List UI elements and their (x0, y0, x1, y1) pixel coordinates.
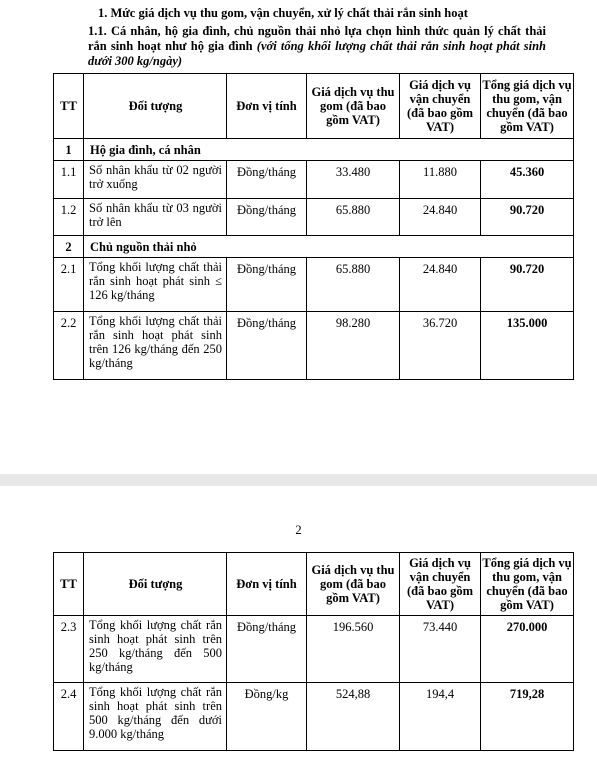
row-transport-price: 24.840 (400, 258, 481, 312)
table-header-row (54, 74, 574, 139)
row-collect-price: 65.880 (307, 258, 400, 312)
table-row (54, 683, 574, 751)
subsection-heading (88, 24, 546, 69)
row-collect-price: 33.480 (307, 161, 400, 199)
col-header-object: Đối tượng (84, 74, 227, 139)
col-header-total: Tổng giá dịch vụ thu gom, vận chuyển (đã bao gồm VAT) (481, 74, 574, 139)
table-row (54, 616, 574, 683)
price-table-2 (53, 552, 574, 751)
section-row (54, 139, 574, 161)
row-object: Tổng khối lượng chất rắn sinh hoạt phát sinh trên 250 kg/tháng đến 500 kg/tháng (84, 616, 227, 683)
col-header-transport: Giá dịch vụ vận chuyển (đã bao gồm VAT) (400, 74, 481, 139)
row-object: Tổng khối lượng chất thải rắn sinh hoạt phát sinh ≤ 126 kg/tháng (84, 258, 227, 312)
col-header-tt: TT (54, 74, 84, 139)
col-header-unit: Đơn vị tính (227, 74, 307, 139)
row-unit: Đồng/tháng (227, 312, 307, 380)
row-collect-price: 65.880 (307, 199, 400, 236)
section-number: 2 (54, 236, 84, 258)
row-number: 1.2 (54, 199, 84, 236)
table-header-row (54, 553, 574, 616)
row-transport-price: 11.880 (400, 161, 481, 199)
col-header-object: Đối tượng (84, 553, 227, 616)
row-total-price: 135.000 (481, 312, 574, 380)
row-transport-price: 73.440 (400, 616, 481, 683)
row-number: 2.4 (54, 683, 84, 751)
subsection-heading-text: 1.1. Cá nhân, hộ gia đình, chủ nguồn thải nhỏ lựa chọn hình thức quản lý chất thải rắn sinh hoạt như hộ gia đình (88, 24, 546, 53)
row-total-price: 270.000 (481, 616, 574, 683)
row-transport-price: 36.720 (400, 312, 481, 380)
row-unit: Đồng/tháng (227, 199, 307, 236)
page-separator (0, 474, 597, 486)
row-unit: Đồng/kg (227, 683, 307, 751)
row-number: 2.3 (54, 616, 84, 683)
col-header-unit: Đơn vị tính (227, 553, 307, 616)
row-unit: Đồng/tháng (227, 616, 307, 683)
row-total-price: 719,28 (481, 683, 574, 751)
row-transport-price: 194,4 (400, 683, 481, 751)
table-row (54, 258, 574, 312)
table-row (54, 199, 574, 236)
row-object: Số nhân khẩu từ 02 người trở xuống (84, 161, 227, 199)
row-transport-price: 24.840 (400, 199, 481, 236)
section-heading: 1. Mức giá dịch vụ thu gom, vận chuyển, xử lý chất thải rắn sinh hoạt (98, 6, 468, 20)
row-number: 2.2 (54, 312, 84, 380)
row-unit: Đồng/tháng (227, 161, 307, 199)
row-total-price: 45.360 (481, 161, 574, 199)
section-label: Hộ gia đình, cá nhân (84, 139, 574, 161)
row-object: Tổng khối lượng chất thải rắn sinh hoạt phát sinh trên 126 kg/tháng đến 250 kg/tháng (84, 312, 227, 380)
col-header-tt: TT (54, 553, 84, 616)
price-table-1 (53, 73, 574, 380)
row-collect-price: 98.280 (307, 312, 400, 380)
col-header-transport: Giá dịch vụ vận chuyển (đã bao gồm VAT) (400, 553, 481, 616)
row-object: Số nhân khẩu từ 03 người trở lên (84, 199, 227, 236)
row-object: Tổng khối lượng chất rắn sinh hoạt phát sinh trên 500 kg/tháng đến dưới 9.000 kg/tháng (84, 683, 227, 751)
row-unit: Đồng/tháng (227, 258, 307, 312)
row-collect-price: 524,88 (307, 683, 400, 751)
row-total-price: 90.720 (481, 199, 574, 236)
section-row (54, 236, 574, 258)
row-collect-price: 196.560 (307, 616, 400, 683)
row-number: 2.1 (54, 258, 84, 312)
col-header-collect: Giá dịch vụ thu gom (đã bao gồm VAT) (307, 553, 400, 616)
section-label: Chủ nguồn thải nhỏ (84, 236, 574, 258)
page-number: 2 (295, 523, 302, 537)
col-header-total: Tổng giá dịch vụ thu gom, vận chuyển (đã bao gồm VAT) (481, 553, 574, 616)
section-number: 1 (54, 139, 84, 161)
document-page-2 (0, 486, 597, 760)
col-header-collect: Giá dịch vụ thu gom (đã bao gồm VAT) (307, 74, 400, 139)
table-row (54, 161, 574, 199)
table-row (54, 312, 574, 380)
subsection-heading-note: (với tổng khối lượng chất thải rắn sinh hoạt phát sinh dưới 300 kg/ngày) (88, 39, 546, 68)
row-total-price: 90.720 (481, 258, 574, 312)
row-number: 1.1 (54, 161, 84, 199)
